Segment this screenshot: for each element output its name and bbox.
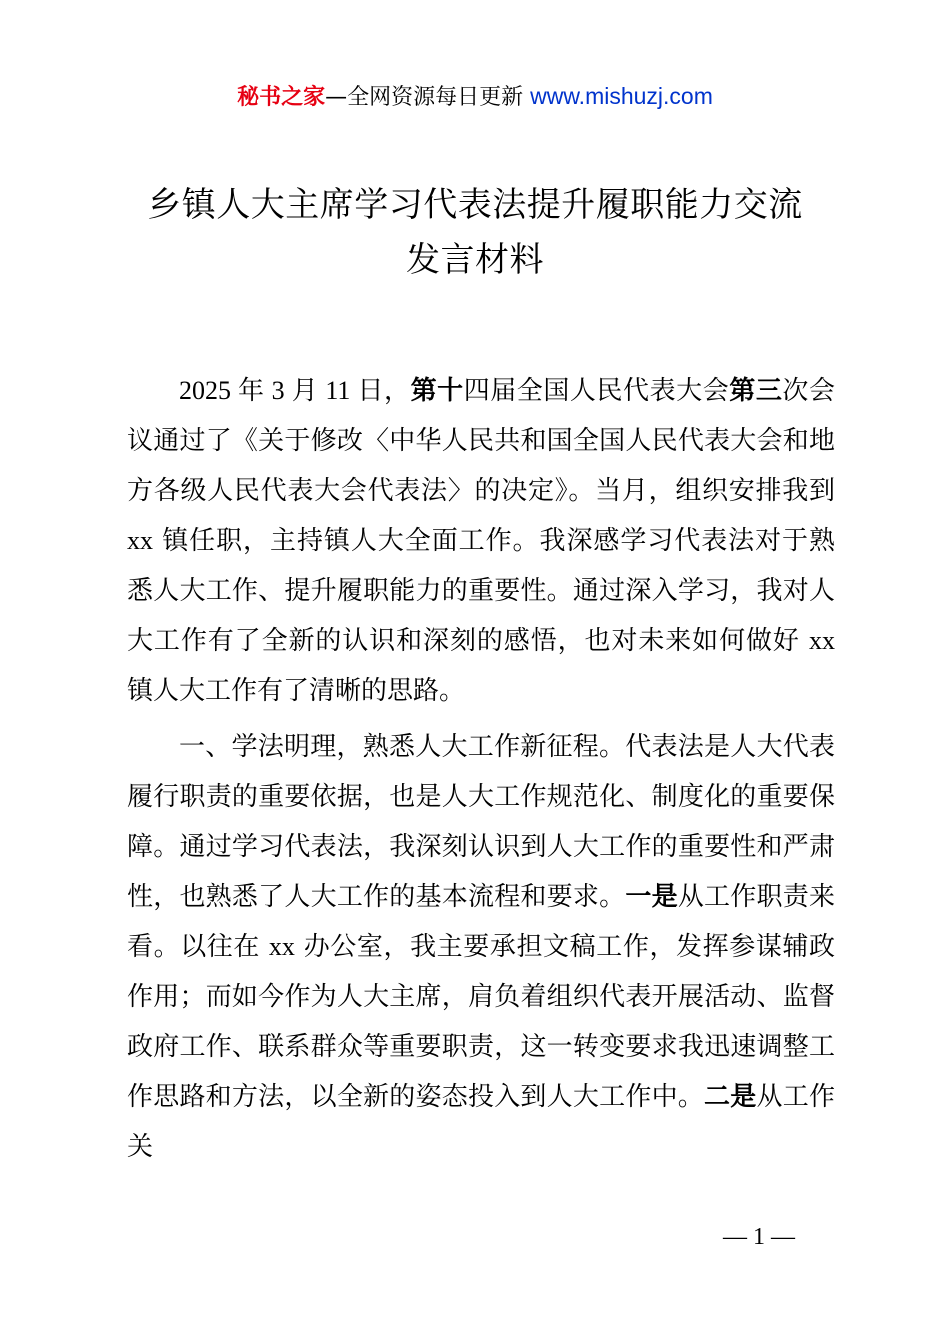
page-number: — 1 — [723,1224,795,1250]
intro-placeholder: xx [127,526,153,555]
intro-bold-session: 第十 [410,376,464,406]
section-one-text: 一、学法明理，熟悉人大工作新征程。代表法是人大代表履行职责的重要依据，也是人大工作规范化、制度化的重要保障。通过学习代表法，我深刻认识到人大工作的重要性和严肃性，也熟悉了人大工作的基本流程和要求。 [127,732,835,912]
intro-text: 镇任职，主持镇人大全面工作。我深感学习代表法对于熟悉人大工作、提升履职能力的重要性。通过深入学习，我对人大工作有了全新的认识和深刻的感悟，也对未来如何做好 [127,526,835,656]
site-url-link[interactable]: www.mishuzj.com [530,83,713,109]
intro-placeholder: xx [809,626,835,655]
intro-text: 镇人大工作有了清晰的思路。 [127,676,466,706]
section-one-bold-first: 一是 [625,882,678,912]
title-line-1: 乡镇人大主席学习代表法提升履职能力交流 [147,185,803,225]
paragraph-section-one [127,722,835,1172]
paragraph-intro [127,366,835,716]
intro-bold-meeting: 第三 [729,376,783,406]
section-one-text: 从工作职责来看。以往在 [127,882,835,962]
title-line-2: 发言材料 [406,240,544,280]
intro-date: 2025 年 3 月 11 日， [179,376,411,405]
section-one-bold-second: 二是 [704,1082,757,1112]
brand-name: 秘书之家 [237,85,326,110]
site-header [0,80,950,114]
section-one-placeholder: xx [268,932,295,961]
header-tagline: —全网资源每日更新 [325,85,524,110]
section-one-text: 从工作关 [127,1082,835,1162]
document-title [100,178,850,288]
document-body [127,366,835,1178]
intro-text: 次会议通过了《关于修改〈中华人民共和国全国人民代表大会和地方各级人民代表大会代表法〉的决定》。当月，组织安排我到 [127,376,835,506]
section-one-text: 办公室，我主要承担文稿工作，发挥参谋辅政作用；而如今作为人大主席，肩负着组织代表开展活动、监督政府工作、联系群众等重要职责，这一转变要求我迅速调整工作思路和方法，以全新的姿态投入到人大工作中。 [127,932,836,1112]
intro-text: 四届全国人民代表大会 [463,376,730,406]
